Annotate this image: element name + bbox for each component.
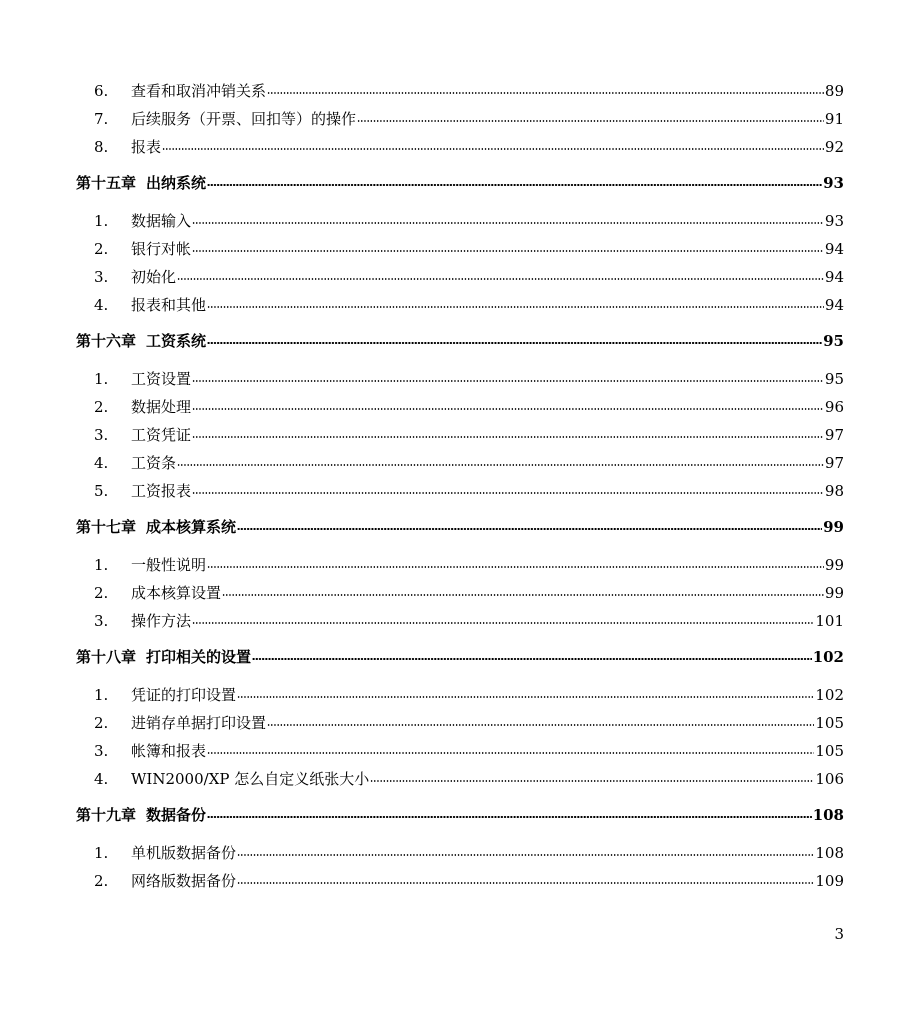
page-reference: 108 xyxy=(812,806,844,824)
section-number: 1. xyxy=(94,556,109,574)
toc-chapter-entry[interactable] xyxy=(76,327,844,355)
page-reference: 94 xyxy=(824,240,844,258)
table-of-contents xyxy=(76,77,844,895)
page-reference: 91 xyxy=(824,110,844,128)
toc-section-entry[interactable] xyxy=(76,681,844,709)
toc-section-entry[interactable] xyxy=(76,365,844,393)
dot-leader xyxy=(192,622,814,624)
section-title: 工资报表 xyxy=(131,482,192,500)
section-number: 2. xyxy=(94,240,109,258)
toc-section-entry[interactable] xyxy=(76,263,844,291)
page-reference: 94 xyxy=(824,296,844,314)
page-reference: 94 xyxy=(824,268,844,286)
page-reference: 97 xyxy=(824,426,844,444)
dot-leader xyxy=(237,528,822,530)
toc-section-entry[interactable] xyxy=(76,477,844,505)
section-title: 进销存单据打印设置 xyxy=(131,714,267,732)
chapter-title: 出纳系统 xyxy=(146,174,207,192)
dot-leader xyxy=(207,342,822,344)
page-reference: 96 xyxy=(824,398,844,416)
dot-leader xyxy=(207,306,824,308)
section-title: 查看和取消冲销关系 xyxy=(131,82,267,100)
page-reference: 105 xyxy=(815,742,844,760)
toc-section-entry[interactable] xyxy=(76,839,844,867)
section-title: 网络版数据备份 xyxy=(131,872,237,890)
section-number: 1. xyxy=(94,370,109,388)
page-reference: 95 xyxy=(824,370,844,388)
page-reference: 97 xyxy=(824,454,844,472)
chapter-title: 数据备份 xyxy=(146,806,207,824)
toc-section-entry[interactable] xyxy=(76,607,844,635)
page-reference: 93 xyxy=(823,174,844,192)
page-reference: 105 xyxy=(815,714,844,732)
section-number: 6. xyxy=(94,82,109,100)
toc-section-entry[interactable] xyxy=(76,867,844,895)
chapter-label: 第十五章 xyxy=(76,174,137,192)
section-title: 工资设置 xyxy=(131,370,192,388)
section-number: 2. xyxy=(94,714,109,732)
page-reference: 92 xyxy=(824,138,844,156)
section-number: 4. xyxy=(94,296,109,314)
chapter-label: 第十七章 xyxy=(76,518,137,536)
section-number: 1. xyxy=(94,212,109,230)
toc-chapter-entry[interactable] xyxy=(76,801,844,829)
dot-leader xyxy=(370,780,814,782)
section-number: 3. xyxy=(94,612,109,630)
section-number: 1. xyxy=(94,686,109,704)
page-reference: 102 xyxy=(815,686,844,704)
dot-leader xyxy=(237,854,814,856)
dot-leader xyxy=(207,566,824,568)
toc-chapter-entry[interactable] xyxy=(76,513,844,541)
section-number: 1. xyxy=(94,844,109,862)
chapter-label: 第十八章 xyxy=(76,648,137,666)
section-number: 4. xyxy=(94,770,109,788)
toc-section-entry[interactable] xyxy=(76,737,844,765)
dot-leader xyxy=(192,408,824,410)
dot-leader xyxy=(162,148,824,150)
page-reference: 106 xyxy=(815,770,844,788)
dot-leader xyxy=(357,120,824,122)
toc-section-entry[interactable] xyxy=(76,105,844,133)
dot-leader xyxy=(192,492,824,494)
chapter-title: 工资系统 xyxy=(146,332,207,350)
dot-leader xyxy=(252,658,812,660)
chapter-title: 打印相关的设置 xyxy=(146,648,252,666)
section-title: 单机版数据备份 xyxy=(131,844,237,862)
section-number: 3. xyxy=(94,742,109,760)
toc-chapter-entry[interactable] xyxy=(76,169,844,197)
section-title: 报表和其他 xyxy=(131,296,207,314)
page-reference: 95 xyxy=(823,332,844,350)
toc-section-entry[interactable] xyxy=(76,77,844,105)
section-number: 4. xyxy=(94,454,109,472)
toc-section-entry[interactable] xyxy=(76,235,844,263)
page-reference: 98 xyxy=(824,482,844,500)
toc-section-entry[interactable] xyxy=(76,765,844,793)
page-number: 3 xyxy=(834,925,844,943)
dot-leader xyxy=(237,696,814,698)
page-reference: 108 xyxy=(815,844,844,862)
toc-section-entry[interactable] xyxy=(76,207,844,235)
section-title: 银行对帐 xyxy=(131,240,192,258)
toc-section-entry[interactable] xyxy=(76,709,844,737)
toc-section-entry[interactable] xyxy=(76,421,844,449)
toc-section-entry[interactable] xyxy=(76,291,844,319)
section-number: 2. xyxy=(94,584,109,602)
section-number: 3. xyxy=(94,268,109,286)
dot-leader xyxy=(177,278,824,280)
dot-leader xyxy=(207,184,822,186)
section-title: 凭证的打印设置 xyxy=(131,686,237,704)
section-title: 成本核算设置 xyxy=(131,584,222,602)
page-reference: 99 xyxy=(824,584,844,602)
toc-section-entry[interactable] xyxy=(76,579,844,607)
section-title: 报表 xyxy=(131,138,162,156)
section-number: 2. xyxy=(94,398,109,416)
dot-leader xyxy=(207,816,812,818)
chapter-label: 第十六章 xyxy=(76,332,137,350)
toc-section-entry[interactable] xyxy=(76,449,844,477)
dot-leader xyxy=(267,724,814,726)
section-title: 数据输入 xyxy=(131,212,192,230)
section-title: 后续服务（开票、回扣等）的操作 xyxy=(131,110,357,128)
page-reference: 99 xyxy=(823,518,844,536)
toc-chapter-entry[interactable] xyxy=(76,643,844,671)
dot-leader xyxy=(222,594,824,596)
dot-leader xyxy=(207,752,814,754)
toc-section-entry[interactable] xyxy=(76,393,844,421)
section-title: 工资凭证 xyxy=(131,426,192,444)
page-reference: 102 xyxy=(812,648,844,666)
section-number: 8. xyxy=(94,138,109,156)
section-number: 3. xyxy=(94,426,109,444)
dot-leader xyxy=(192,222,824,224)
section-title: WIN2000/XP 怎么自定义纸张大小 xyxy=(131,770,370,788)
section-number: 7. xyxy=(94,110,109,128)
section-title: 初始化 xyxy=(131,268,177,286)
dot-leader xyxy=(192,436,824,438)
toc-section-entry[interactable] xyxy=(76,551,844,579)
page-reference: 93 xyxy=(824,212,844,230)
chapter-label: 第十九章 xyxy=(76,806,137,824)
dot-leader xyxy=(177,464,824,466)
toc-section-entry[interactable] xyxy=(76,133,844,161)
dot-leader xyxy=(192,250,824,252)
section-title: 数据处理 xyxy=(131,398,192,416)
page-reference: 109 xyxy=(815,872,844,890)
section-title: 一般性说明 xyxy=(131,556,207,574)
dot-leader xyxy=(192,380,824,382)
dot-leader xyxy=(267,92,824,94)
page-reference: 99 xyxy=(824,556,844,574)
chapter-title: 成本核算系统 xyxy=(146,518,237,536)
section-title: 操作方法 xyxy=(131,612,192,630)
section-number: 2. xyxy=(94,872,109,890)
section-number: 5. xyxy=(94,482,109,500)
dot-leader xyxy=(237,882,814,884)
page-reference: 101 xyxy=(815,612,844,630)
section-title: 帐簿和报表 xyxy=(131,742,207,760)
section-title: 工资条 xyxy=(131,454,177,472)
page-reference: 89 xyxy=(824,82,844,100)
